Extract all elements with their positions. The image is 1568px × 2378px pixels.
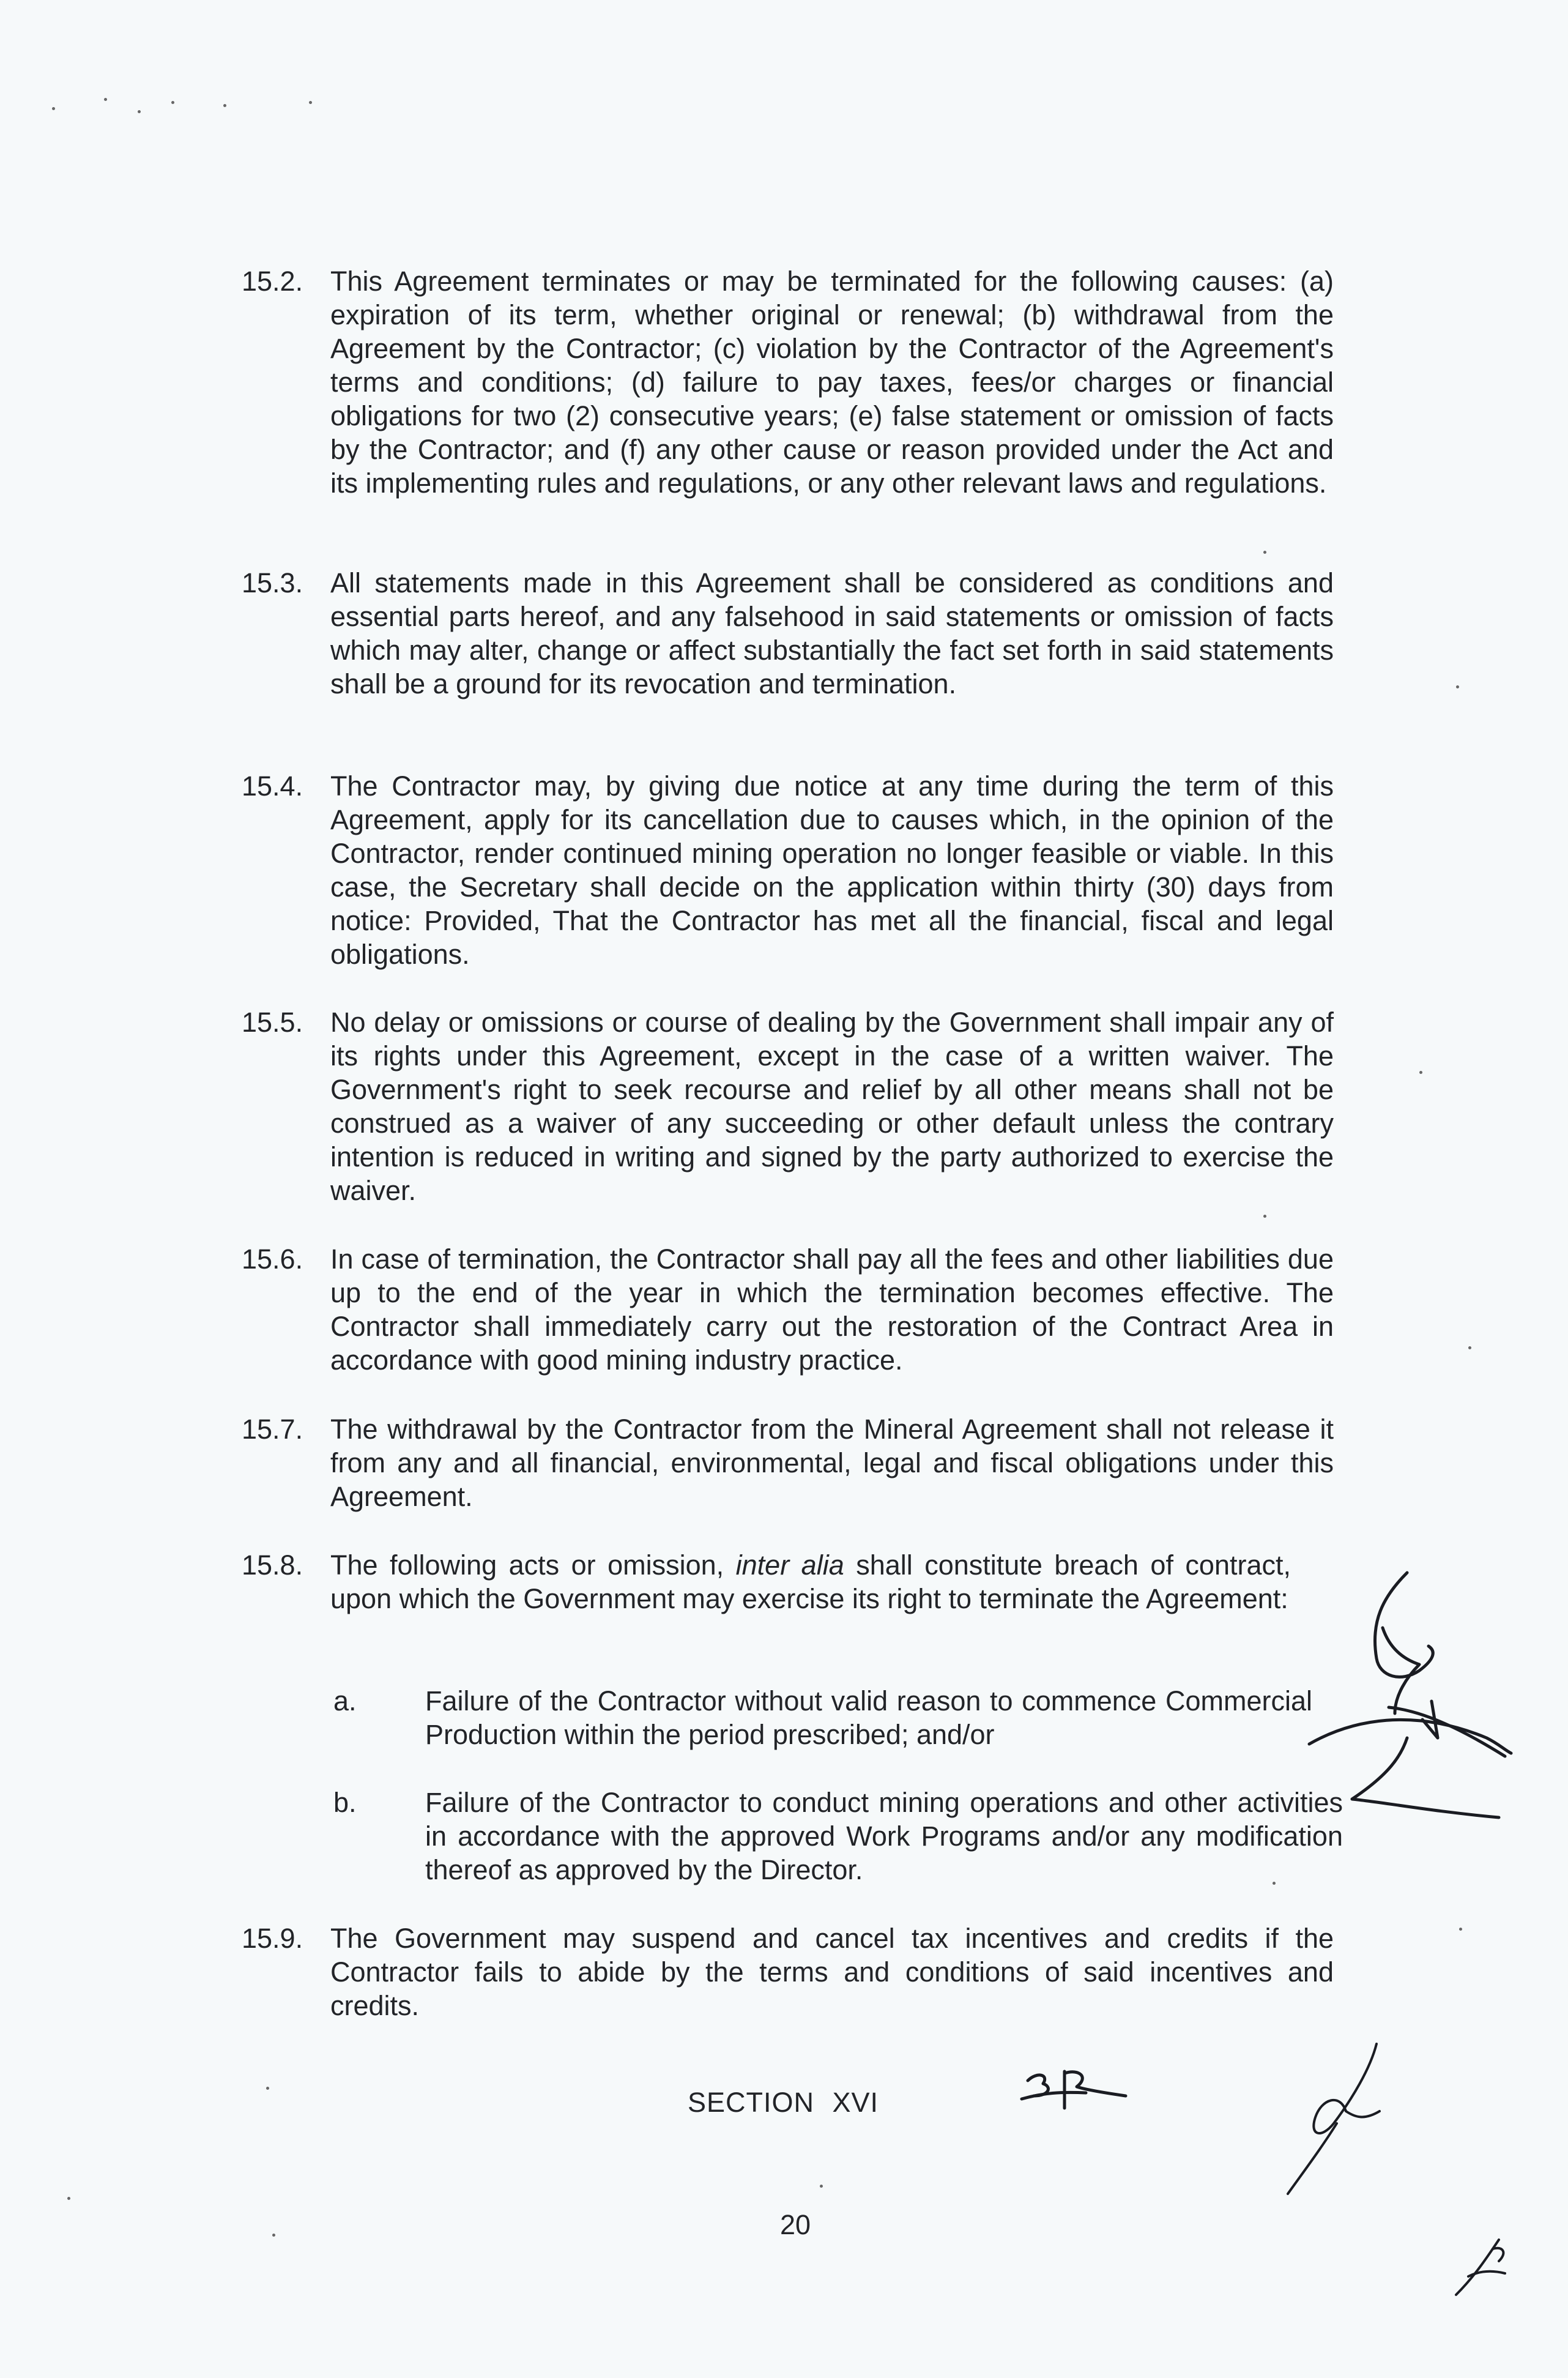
scan-speck	[1263, 1215, 1266, 1218]
section-heading: SECTION XVI	[687, 2087, 879, 2118]
clause-number: 15.2.	[242, 266, 303, 297]
scan-speck	[1459, 1928, 1462, 1931]
scan-speck	[171, 101, 174, 104]
clause-text-end: shall constitute breach of contract, upon which the Government may exercise its right to terminate the Agreement:	[330, 1549, 1291, 1614]
page-number: 20	[779, 2209, 811, 2240]
clause-text: The withdrawal by the Contractor from the Mineral Agreement shall not release it from any and all financial, environmental, legal and fiscal obligations under this Agreement.	[330, 1414, 1334, 1512]
sub-item-text: Failure of the Contractor without valid reason to commence Commercial Production within the period prescribed; and/or	[425, 1685, 1312, 1750]
clause-15-8	[242, 1548, 1343, 1616]
signature-mark	[1248, 2032, 1395, 2203]
clause-text: The Government may suspend and cancel tax incentives and credits if the Contractor fails to abide by the terms and conditions of said incentives and credits.	[330, 1923, 1334, 2021]
clause-number: 15.7.	[242, 1414, 303, 1445]
scan-speck	[67, 2197, 70, 2200]
clause-15-9	[242, 1921, 1343, 2022]
scan-speck	[820, 2185, 823, 2188]
clause-text: This Agreement terminates or may be terminated for the following causes: (a) expiration of its term, whether original or renewal; (b) withdrawal from the Agreement by the Contractor; (c) violation by the Contractor of the Agreement's terms and conditions; (d) failure to pay taxes, fees/or charges or financial obligations for two (2) consecutive years; (e) false statement or omission of facts by the Contractor; and (f) any other cause or reason provided under the Act and its implementing rules and regulations, or any other relevant laws and regulations.	[330, 266, 1334, 499]
clause-15-4	[242, 769, 1343, 971]
clause-15-2	[242, 264, 1343, 500]
clause-text: All statements made in this Agreement shall be considered as conditions and essential parts hereof, and any falsehood in said statements or omission of facts which may alter, change or affect substantially the fact set forth in said statements shall be a ground for its revocation and termination.	[330, 567, 1334, 699]
scan-speck	[104, 98, 107, 101]
scan-speck	[223, 104, 226, 107]
scan-speck	[1273, 1882, 1276, 1885]
scan-speck	[1468, 1346, 1471, 1349]
clause-text-start: The following acts or omission,	[330, 1549, 736, 1581]
scan-speck	[1263, 551, 1266, 554]
clause-text-latin: inter alia	[735, 1549, 844, 1581]
sub-item-a	[333, 1684, 1343, 1751]
clause-15-3	[242, 566, 1343, 701]
scan-speck	[1419, 1071, 1422, 1074]
scan-speck	[266, 2087, 269, 2090]
sub-item-letter: a.	[333, 1685, 357, 1716]
clause-number: 15.9.	[242, 1923, 303, 1954]
clause-15-7	[242, 1412, 1343, 1513]
signature-mark	[1297, 1554, 1517, 1836]
scan-speck	[309, 101, 312, 104]
clause-number: 15.8.	[242, 1549, 303, 1581]
clause-text: The Contractor may, by giving due notice at any time during the term of this Agreement, apply for its cancellation due to causes which, in the opinion of the Contractor, render continued mining operation no longer feasible or viable. In this case, the Secretary shall decide on the application within thirty (30) days from notice: Provided, That the Contractor has met all the financial, fiscal and legal obligations.	[330, 770, 1334, 970]
sub-item-letter: b.	[333, 1787, 357, 1818]
clause-15-6	[242, 1242, 1343, 1377]
clause-number: 15.3.	[242, 567, 303, 598]
sub-item-text: Failure of the Contractor to conduct mining operations and other activities in accordance with the approved Work Programs and/or any modification thereof as approved by the Director.	[425, 1787, 1343, 1885]
scan-speck	[1456, 685, 1459, 688]
clause-text: No delay or omissions or course of dealing by the Government shall impair any of its rights under this Agreement, except in the case of a written waiver. The Government's right to seek recourse and relief by all other means shall not be construed as a waiver of any succeeding or other default unless the contrary intention is reduced in writing and signed by the party authorized to exercise the waiver.	[330, 1007, 1334, 1206]
scan-speck	[138, 110, 141, 113]
scan-speck	[272, 2234, 275, 2237]
clause-number: 15.4.	[242, 770, 303, 802]
initials-mark	[1019, 2062, 1141, 2111]
clause-15-5	[242, 1005, 1343, 1207]
scan-speck	[52, 107, 55, 110]
clause-number: 15.5.	[242, 1007, 303, 1038]
sub-item-b	[333, 1786, 1343, 1887]
initials-mark	[1444, 2227, 1517, 2301]
clause-text	[330, 1548, 1291, 1616]
clause-text: In case of termination, the Contractor shall pay all the fees and other liabilities due up to the end of the year in which the termination becomes effective. The Contractor shall immediately carry out the restoration of the Contract Area in accordance with good mining industry practice.	[330, 1243, 1334, 1376]
clause-number: 15.6.	[242, 1243, 303, 1275]
